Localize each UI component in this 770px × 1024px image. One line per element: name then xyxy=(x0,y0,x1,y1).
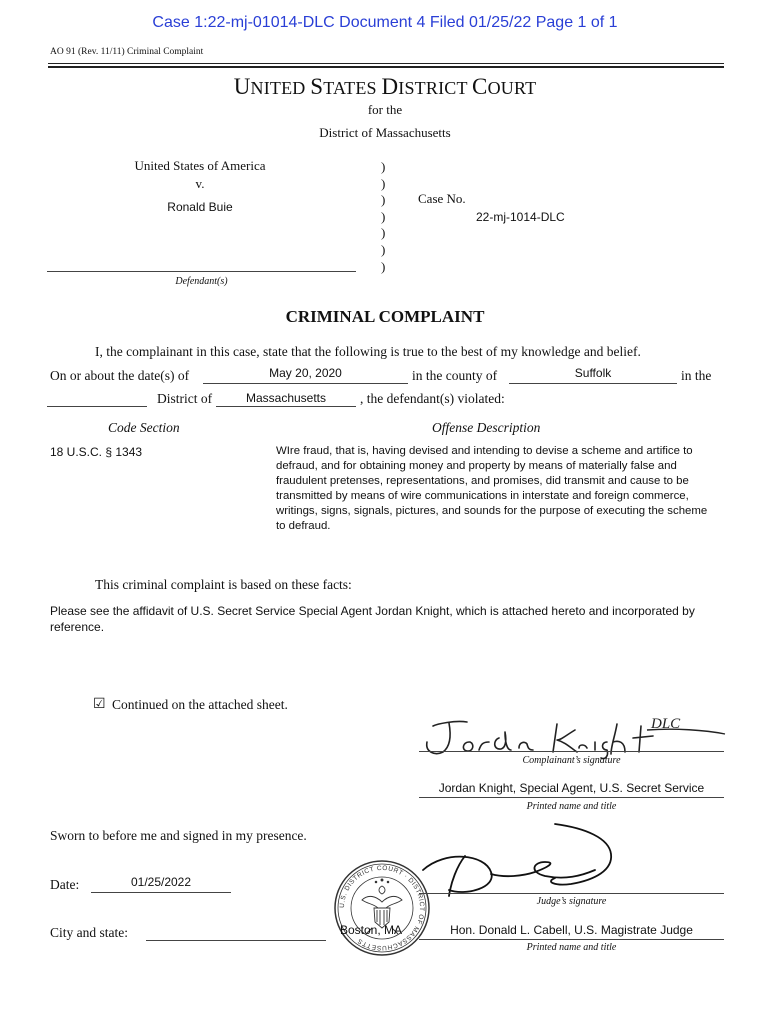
signature-initials: DLC xyxy=(651,716,681,732)
court-name-ourt: OURT xyxy=(487,78,537,98)
judge-signature-line xyxy=(419,893,724,894)
defendant-name-field[interactable]: Ronald Buie xyxy=(167,200,233,214)
county-line xyxy=(509,383,677,384)
offense-date-line xyxy=(203,383,408,384)
caption-parentheses: ) ) ) ) ) ) ) xyxy=(381,159,386,274)
in-the-label: in the xyxy=(681,368,712,383)
city-state-label: City and state: xyxy=(50,925,128,940)
continued-checkbox[interactable]: ☑ xyxy=(93,697,106,712)
continued-label: Continued on the attached sheet. xyxy=(112,697,288,712)
complainant-name-label: Printed name and title xyxy=(526,801,617,812)
complaint-statement: I, the complainant in this case, state that the following is true to the best of my knowledge and belief. xyxy=(95,344,641,359)
sign-date-field[interactable]: 01/25/2022 xyxy=(130,875,192,889)
judge-name-line xyxy=(419,939,724,940)
judge-signature-label: Judge’s signature xyxy=(536,896,607,907)
sworn-statement: Sworn to before me and signed in my presence. xyxy=(50,828,307,843)
facts-label: This criminal complaint is based on these facts: xyxy=(95,577,352,592)
complainant-signature-label: Complainant’s signature xyxy=(522,755,621,766)
offense-date-field[interactable]: May 20, 2020 xyxy=(269,366,342,380)
date-label: On or about the date(s) of xyxy=(50,368,190,383)
complainant-signature-line xyxy=(419,751,724,752)
district-field[interactable]: Massachusetts xyxy=(245,391,327,405)
code-section-heading: Code Section xyxy=(108,420,180,435)
code-section-field[interactable]: 18 U.S.C. § 1343 xyxy=(50,445,143,459)
court-name xyxy=(0,74,770,100)
versus-label: v. xyxy=(195,176,205,191)
court-name-c: C xyxy=(472,74,488,99)
defendant-label: Defendant(s) xyxy=(175,276,228,287)
facts-field[interactable]: Please see the affidavit of U.S. Secret Service Special Agent Jordan Knight, which is attached hereto and incorporated by reference. xyxy=(50,604,695,634)
offense-description-field[interactable]: WIre fraud, that is, having devised and intending to devise a scheme and artifice to defraud, and for obtaining money and property by means of materially false and fraudulent pretenses, representations, and promises, did transmit and cause to be transmitted by means of wire communications in interstate and foreign commerce, writings, signs, signals, pictures, and sounds for the purpose of executing the scheme to defraud. xyxy=(276,445,708,532)
sign-date-label: Date: xyxy=(50,877,80,892)
court-name-d: D xyxy=(381,74,399,99)
complainant-name-field[interactable]: Jordan Knight, Special Agent, U.S. Secret Service xyxy=(438,781,705,795)
city-state-line xyxy=(146,940,326,941)
form-identifier: AO 91 (Rev. 11/11) Criminal Complaint xyxy=(50,47,204,57)
court-name-istrict: ISTRICT xyxy=(398,78,473,98)
sign-date-line xyxy=(91,892,231,893)
judge-name-label: Printed name and title xyxy=(526,942,617,953)
ecf-header: Case 1:22-mj-01014-DLC Document 4 Filed 01/25/22 Page 1 of 1 xyxy=(152,14,618,31)
plaintiff-name: United States of America xyxy=(134,158,266,173)
district-prefix-line xyxy=(47,406,147,407)
court-name-s: S xyxy=(310,74,324,99)
header-rule-thick xyxy=(48,66,724,68)
handwritten-signature-icon xyxy=(405,820,635,900)
judge-name-field[interactable]: Hon. Donald L. Cabell, U.S. Magistrate Judge xyxy=(450,923,693,937)
complainant-name-line xyxy=(419,797,724,798)
defendant-line xyxy=(47,271,356,272)
case-number-field[interactable]: 22-mj-1014-DLC xyxy=(476,210,565,224)
offense-description-heading: Offense Description xyxy=(432,420,541,435)
for-the-label: for the xyxy=(367,102,403,117)
court-name-nited: NITED xyxy=(250,78,311,98)
court-name-tates: TATES xyxy=(323,78,382,98)
header-rule xyxy=(48,63,724,64)
county-field[interactable]: Suffolk xyxy=(574,366,612,380)
case-number-label: Case No. xyxy=(418,191,466,206)
seal-text: U.S. DISTRICT COURT · DISTRICT OF MASSACHUSETTS xyxy=(338,864,426,952)
county-label: in the county of xyxy=(412,368,498,383)
city-state-field[interactable]: Boston, MA xyxy=(339,923,402,937)
court-name-u: U xyxy=(233,74,251,99)
district-label: District of xyxy=(157,391,213,406)
district-line xyxy=(216,406,356,407)
violated-label: , the defendant(s) violated: xyxy=(360,391,505,406)
document-title: CRIMINAL COMPLAINT xyxy=(285,307,485,326)
court-district: District of Massachusetts xyxy=(319,125,451,140)
